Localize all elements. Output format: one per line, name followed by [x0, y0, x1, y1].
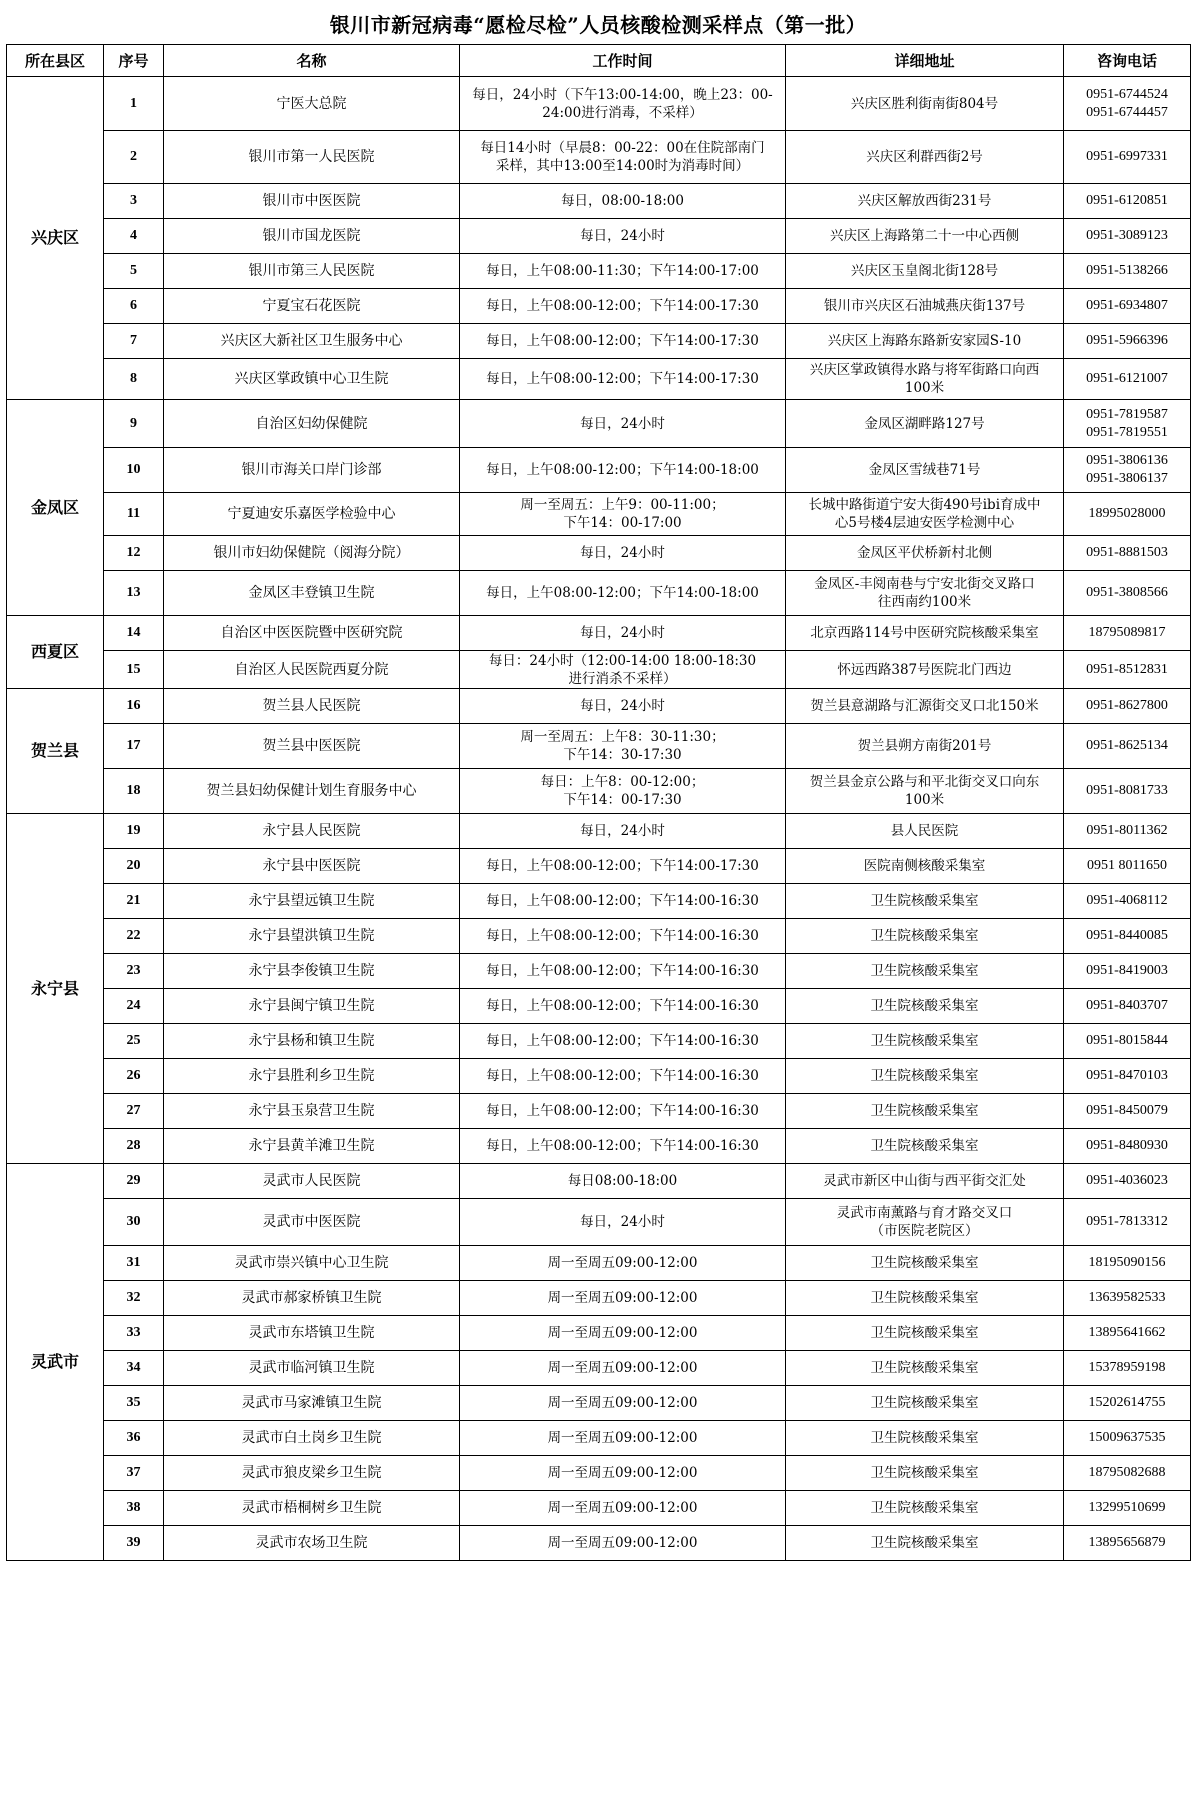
seq-cell: 38	[104, 1491, 164, 1526]
document-title: 银川市新冠病毒“愿检尽检”人员核酸检测采样点（第一批）	[329, 13, 867, 37]
county-cell: 灵武市	[7, 1164, 104, 1561]
work-time-cell: 每日：上午8：00-12:00； 下午14：00-17:30	[460, 769, 786, 814]
seq-cell: 28	[104, 1129, 164, 1164]
table-row	[7, 400, 1191, 448]
phone-cell: 18795089817	[1064, 616, 1191, 651]
table-row	[7, 1421, 1191, 1456]
seq-cell: 29	[104, 1164, 164, 1199]
address-cell: 兴庆区上海路东路新安家园S-10	[786, 324, 1064, 359]
phone-cell: 0951-8419003	[1064, 954, 1191, 989]
phone-cell: 0951-8881503	[1064, 536, 1191, 571]
address-cell: 贺兰县金京公路与和平北街交叉口向东 100米	[786, 769, 1064, 814]
seq-cell: 35	[104, 1386, 164, 1421]
header-time: 工作时间	[460, 45, 786, 77]
phone-cell: 0951-3806136 0951-3806137	[1064, 448, 1191, 493]
phone-cell: 13895641662	[1064, 1316, 1191, 1351]
site-name-cell: 灵武市马家滩镇卫生院	[164, 1386, 460, 1421]
site-name-cell: 银川市第一人民医院	[164, 131, 460, 184]
document-sheet	[6, 6, 1190, 1561]
work-time-cell: 周一至周五09:00-12:00	[460, 1386, 786, 1421]
address-cell: 卫生院核酸采集室	[786, 1491, 1064, 1526]
table-row	[7, 724, 1191, 769]
table-row	[7, 651, 1191, 689]
work-time-cell: 每日，上午08:00-12:00；下午14:00-16:30	[460, 954, 786, 989]
address-cell: 卫生院核酸采集室	[786, 1281, 1064, 1316]
seq-cell: 15	[104, 651, 164, 689]
phone-cell: 18195090156	[1064, 1246, 1191, 1281]
work-time-cell: 每日，24小时	[460, 536, 786, 571]
address-cell: 卫生院核酸采集室	[786, 1351, 1064, 1386]
work-time-cell: 周一至周五09:00-12:00	[460, 1316, 786, 1351]
work-time-cell: 每日，上午08:00-12:00；下午14:00-16:30	[460, 1059, 786, 1094]
county-cell: 永宁县	[7, 814, 104, 1164]
address-cell: 灵武市南薰路与育才路交叉口 （市医院老院区）	[786, 1199, 1064, 1246]
work-time-cell: 每日，上午08:00-11:30；下午14:00-17:00	[460, 254, 786, 289]
site-name-cell: 灵武市狼皮梁乡卫生院	[164, 1456, 460, 1491]
county-cell: 金凤区	[7, 400, 104, 616]
work-time-cell: 每日，24小时	[460, 400, 786, 448]
address-cell: 金凤区平伏桥新村北侧	[786, 536, 1064, 571]
phone-cell: 15202614755	[1064, 1386, 1191, 1421]
site-name-cell: 永宁县玉泉营卫生院	[164, 1094, 460, 1129]
work-time-cell: 周一至周五09:00-12:00	[460, 1491, 786, 1526]
county-cell: 西夏区	[7, 616, 104, 689]
work-time-cell: 每日，上午08:00-12:00；下午14:00-16:30	[460, 884, 786, 919]
site-name-cell: 灵武市梧桐树乡卫生院	[164, 1491, 460, 1526]
address-cell: 兴庆区玉皇阁北街128号	[786, 254, 1064, 289]
address-cell: 卫生院核酸采集室	[786, 1059, 1064, 1094]
work-time-cell: 每日，上午08:00-12:00；下午14:00-16:30	[460, 989, 786, 1024]
table-row	[7, 131, 1191, 184]
seq-cell: 17	[104, 724, 164, 769]
address-cell: 金凤区湖畔路127号	[786, 400, 1064, 448]
site-name-cell: 自治区人民医院西夏分院	[164, 651, 460, 689]
site-name-cell: 金凤区丰登镇卫生院	[164, 571, 460, 616]
phone-cell: 15009637535	[1064, 1421, 1191, 1456]
seq-cell: 1	[104, 77, 164, 131]
table-row	[7, 1351, 1191, 1386]
address-cell: 怀远西路387号医院北门西边	[786, 651, 1064, 689]
address-cell: 贺兰县意湖路与汇源街交叉口北150米	[786, 689, 1064, 724]
site-name-cell: 兴庆区大新社区卫生服务中心	[164, 324, 460, 359]
site-name-cell: 宁夏迪安乐嘉医学检验中心	[164, 493, 460, 536]
work-time-cell: 周一至周五09:00-12:00	[460, 1246, 786, 1281]
work-time-cell: 每日，上午08:00-12:00；下午14:00-16:30	[460, 1094, 786, 1129]
work-time-cell: 每日，上午08:00-12:00；下午14:00-18:00	[460, 448, 786, 493]
address-cell: 医院南侧核酸采集室	[786, 849, 1064, 884]
county-cell: 贺兰县	[7, 689, 104, 814]
address-cell: 卫生院核酸采集室	[786, 1129, 1064, 1164]
address-cell: 贺兰县朔方南街201号	[786, 724, 1064, 769]
work-time-cell: 每日14小时（早晨8：00-22：00在住院部南门 采样，其中13:00至14:00时为消毒时间）	[460, 131, 786, 184]
address-cell: 北京西路114号中医研究院核酸采集室	[786, 616, 1064, 651]
seq-cell: 13	[104, 571, 164, 616]
header-address: 详细地址	[786, 45, 1064, 77]
work-time-cell: 每日，24小时（下午13:00-14:00，晚上23：00- 24:00进行消毒，不采样）	[460, 77, 786, 131]
phone-cell: 0951-8440085	[1064, 919, 1191, 954]
site-name-cell: 永宁县闽宁镇卫生院	[164, 989, 460, 1024]
work-time-cell: 每日，上午08:00-12:00；下午14:00-16:30	[460, 1129, 786, 1164]
address-cell: 卫生院核酸采集室	[786, 1246, 1064, 1281]
phone-cell: 13639582533	[1064, 1281, 1191, 1316]
seq-cell: 14	[104, 616, 164, 651]
seq-cell: 12	[104, 536, 164, 571]
address-cell: 卫生院核酸采集室	[786, 1316, 1064, 1351]
address-cell: 卫生院核酸采集室	[786, 884, 1064, 919]
site-name-cell: 永宁县杨和镇卫生院	[164, 1024, 460, 1059]
site-name-cell: 自治区中医医院暨中医研究院	[164, 616, 460, 651]
phone-cell: 0951-8512831	[1064, 651, 1191, 689]
phone-cell: 0951-6120851	[1064, 184, 1191, 219]
table-row	[7, 1526, 1191, 1561]
work-time-cell: 周一至周五：上午9：00-11:00； 下午14：00-17:00	[460, 493, 786, 536]
seq-cell: 34	[104, 1351, 164, 1386]
work-time-cell: 每日，24小时	[460, 1199, 786, 1246]
table-row	[7, 989, 1191, 1024]
table-body	[7, 77, 1191, 1561]
table-row	[7, 1024, 1191, 1059]
site-name-cell: 宁夏宝石花医院	[164, 289, 460, 324]
seq-cell: 7	[104, 324, 164, 359]
site-name-cell: 银川市第三人民医院	[164, 254, 460, 289]
site-name-cell: 永宁县胜利乡卫生院	[164, 1059, 460, 1094]
phone-cell: 0951-8011362	[1064, 814, 1191, 849]
site-name-cell: 兴庆区掌政镇中心卫生院	[164, 359, 460, 400]
seq-cell: 2	[104, 131, 164, 184]
table-row	[7, 448, 1191, 493]
seq-cell: 10	[104, 448, 164, 493]
table-row	[7, 849, 1191, 884]
phone-cell: 0951-8625134	[1064, 724, 1191, 769]
seq-cell: 3	[104, 184, 164, 219]
table-row	[7, 1456, 1191, 1491]
site-name-cell: 永宁县望洪镇卫生院	[164, 919, 460, 954]
work-time-cell: 每日，上午08:00-12:00；下午14:00-17:30	[460, 289, 786, 324]
phone-cell: 0951-8015844	[1064, 1024, 1191, 1059]
site-name-cell: 永宁县黄羊滩卫生院	[164, 1129, 460, 1164]
phone-cell: 0951-4068112	[1064, 884, 1191, 919]
seq-cell: 26	[104, 1059, 164, 1094]
phone-cell: 13895656879	[1064, 1526, 1191, 1561]
work-time-cell: 每日，08:00-18:00	[460, 184, 786, 219]
phone-cell: 0951-7813312	[1064, 1199, 1191, 1246]
seq-cell: 22	[104, 919, 164, 954]
seq-cell: 8	[104, 359, 164, 400]
table-row	[7, 1164, 1191, 1199]
site-name-cell: 灵武市郝家桥镇卫生院	[164, 1281, 460, 1316]
work-time-cell: 每日，24小时	[460, 616, 786, 651]
table-row	[7, 769, 1191, 814]
work-time-cell: 每日：24小时（12:00-14:00 18:00-18:30 进行消杀不采样）	[460, 651, 786, 689]
table-row	[7, 536, 1191, 571]
work-time-cell: 每日，上午08:00-12:00；下午14:00-17:30	[460, 359, 786, 400]
seq-cell: 32	[104, 1281, 164, 1316]
seq-cell: 37	[104, 1456, 164, 1491]
phone-cell: 0951-8627800	[1064, 689, 1191, 724]
address-cell: 卫生院核酸采集室	[786, 1094, 1064, 1129]
table-row	[7, 1059, 1191, 1094]
county-cell: 兴庆区	[7, 77, 104, 400]
address-cell: 灵武市新区中山街与西平街交汇处	[786, 1164, 1064, 1199]
address-cell: 卫生院核酸采集室	[786, 1421, 1064, 1456]
table-row	[7, 616, 1191, 651]
phone-cell: 13299510699	[1064, 1491, 1191, 1526]
site-name-cell: 永宁县中医医院	[164, 849, 460, 884]
address-cell: 长城中路街道宁安大街490号ibi育成中 心5号楼4层迪安医学检测中心	[786, 493, 1064, 536]
seq-cell: 5	[104, 254, 164, 289]
seq-cell: 4	[104, 219, 164, 254]
table-row	[7, 77, 1191, 131]
seq-cell: 16	[104, 689, 164, 724]
seq-cell: 39	[104, 1526, 164, 1561]
address-cell: 卫生院核酸采集室	[786, 954, 1064, 989]
address-cell: 卫生院核酸采集室	[786, 1456, 1064, 1491]
work-time-cell: 每日，上午08:00-12:00；下午14:00-17:30	[460, 849, 786, 884]
seq-cell: 19	[104, 814, 164, 849]
site-name-cell: 贺兰县妇幼保健计划生育服务中心	[164, 769, 460, 814]
address-cell: 卫生院核酸采集室	[786, 1024, 1064, 1059]
address-cell: 银川市兴庆区石油城燕庆街137号	[786, 289, 1064, 324]
address-cell: 卫生院核酸采集室	[786, 1526, 1064, 1561]
work-time-cell: 每日，上午08:00-12:00；下午14:00-16:30	[460, 1024, 786, 1059]
site-name-cell: 银川市妇幼保健院（阅海分院）	[164, 536, 460, 571]
site-name-cell: 永宁县望远镇卫生院	[164, 884, 460, 919]
table-row	[7, 493, 1191, 536]
site-name-cell: 灵武市农场卫生院	[164, 1526, 460, 1561]
work-time-cell: 周一至周五09:00-12:00	[460, 1456, 786, 1491]
work-time-cell: 每日，24小时	[460, 219, 786, 254]
table-row	[7, 254, 1191, 289]
address-cell: 卫生院核酸采集室	[786, 989, 1064, 1024]
address-cell: 金凤区雪绒巷71号	[786, 448, 1064, 493]
work-time-cell: 周一至周五09:00-12:00	[460, 1281, 786, 1316]
site-name-cell: 灵武市白土岗乡卫生院	[164, 1421, 460, 1456]
table-row	[7, 689, 1191, 724]
address-cell: 兴庆区利群西街2号	[786, 131, 1064, 184]
phone-cell: 0951-8081733	[1064, 769, 1191, 814]
seq-cell: 18	[104, 769, 164, 814]
seq-cell: 9	[104, 400, 164, 448]
site-name-cell: 贺兰县中医医院	[164, 724, 460, 769]
table-row	[7, 324, 1191, 359]
table-row	[7, 571, 1191, 616]
site-name-cell: 灵武市崇兴镇中心卫生院	[164, 1246, 460, 1281]
work-time-cell: 每日08:00-18:00	[460, 1164, 786, 1199]
header-seq: 序号	[104, 45, 164, 77]
table-row	[7, 1094, 1191, 1129]
table-row	[7, 954, 1191, 989]
phone-cell: 0951-8403707	[1064, 989, 1191, 1024]
seq-cell: 24	[104, 989, 164, 1024]
address-cell: 兴庆区掌政镇得水路与将军街路口向西 100米	[786, 359, 1064, 400]
seq-cell: 36	[104, 1421, 164, 1456]
address-cell: 卫生院核酸采集室	[786, 919, 1064, 954]
phone-cell: 0951-6997331	[1064, 131, 1191, 184]
address-cell: 县人民医院	[786, 814, 1064, 849]
seq-cell: 20	[104, 849, 164, 884]
table-row	[7, 884, 1191, 919]
table-row	[7, 1199, 1191, 1246]
header-name: 名称	[164, 45, 460, 77]
address-cell: 兴庆区胜利街南街804号	[786, 77, 1064, 131]
address-cell: 金凤区-丰阅南巷与宁安北街交叉路口 往西南约100米	[786, 571, 1064, 616]
phone-cell: 18995028000	[1064, 493, 1191, 536]
work-time-cell: 每日，上午08:00-12:00；下午14:00-17:30	[460, 324, 786, 359]
table-row	[7, 1129, 1191, 1164]
site-name-cell: 永宁县李俊镇卫生院	[164, 954, 460, 989]
phone-cell: 0951-6121007	[1064, 359, 1191, 400]
address-cell: 兴庆区解放西街231号	[786, 184, 1064, 219]
header-county: 所在县区	[7, 45, 104, 77]
site-name-cell: 银川市海关口岸门诊部	[164, 448, 460, 493]
work-time-cell: 周一至周五：上午8：30-11:30； 下午14：30-17:30	[460, 724, 786, 769]
work-time-cell: 周一至周五09:00-12:00	[460, 1421, 786, 1456]
address-cell: 兴庆区上海路第二十一中心西侧	[786, 219, 1064, 254]
phone-cell: 0951 8011650	[1064, 849, 1191, 884]
site-name-cell: 灵武市临河镇卫生院	[164, 1351, 460, 1386]
phone-cell: 0951-5138266	[1064, 254, 1191, 289]
table-row	[7, 359, 1191, 400]
header-phone: 咨询电话	[1064, 45, 1191, 77]
table-row	[7, 289, 1191, 324]
seq-cell: 23	[104, 954, 164, 989]
seq-cell: 11	[104, 493, 164, 536]
site-name-cell: 贺兰县人民医院	[164, 689, 460, 724]
seq-cell: 33	[104, 1316, 164, 1351]
site-name-cell: 银川市国龙医院	[164, 219, 460, 254]
phone-cell: 0951-7819587 0951-7819551	[1064, 400, 1191, 448]
site-name-cell: 灵武市东塔镇卫生院	[164, 1316, 460, 1351]
work-time-cell: 每日，上午08:00-12:00；下午14:00-18:00	[460, 571, 786, 616]
phone-cell: 0951-8470103	[1064, 1059, 1191, 1094]
seq-cell: 6	[104, 289, 164, 324]
table-row	[7, 1491, 1191, 1526]
sampling-site-table	[6, 44, 1191, 1561]
table-row	[7, 814, 1191, 849]
phone-cell: 0951-3089123	[1064, 219, 1191, 254]
phone-cell: 0951-5966396	[1064, 324, 1191, 359]
site-name-cell: 银川市中医医院	[164, 184, 460, 219]
table-row	[7, 1281, 1191, 1316]
phone-cell: 0951-8450079	[1064, 1094, 1191, 1129]
phone-cell: 15378959198	[1064, 1351, 1191, 1386]
seq-cell: 31	[104, 1246, 164, 1281]
site-name-cell: 灵武市中医医院	[164, 1199, 460, 1246]
site-name-cell: 宁医大总院	[164, 77, 460, 131]
seq-cell: 27	[104, 1094, 164, 1129]
work-time-cell: 周一至周五09:00-12:00	[460, 1526, 786, 1561]
table-row	[7, 219, 1191, 254]
work-time-cell: 周一至周五09:00-12:00	[460, 1351, 786, 1386]
seq-cell: 21	[104, 884, 164, 919]
phone-cell: 18795082688	[1064, 1456, 1191, 1491]
phone-cell: 0951-3808566	[1064, 571, 1191, 616]
work-time-cell: 每日，24小时	[460, 689, 786, 724]
table-row	[7, 184, 1191, 219]
table-row	[7, 1316, 1191, 1351]
seq-cell: 30	[104, 1199, 164, 1246]
site-name-cell: 自治区妇幼保健院	[164, 400, 460, 448]
site-name-cell: 灵武市人民医院	[164, 1164, 460, 1199]
address-cell: 卫生院核酸采集室	[786, 1386, 1064, 1421]
phone-cell: 0951-8480930	[1064, 1129, 1191, 1164]
work-time-cell: 每日，上午08:00-12:00；下午14:00-16:30	[460, 919, 786, 954]
table-row	[7, 1386, 1191, 1421]
table-row	[7, 919, 1191, 954]
table-row	[7, 1246, 1191, 1281]
table-header-row	[7, 45, 1191, 77]
work-time-cell: 每日，24小时	[460, 814, 786, 849]
phone-cell: 0951-4036023	[1064, 1164, 1191, 1199]
phone-cell: 0951-6934807	[1064, 289, 1191, 324]
phone-cell: 0951-6744524 0951-6744457	[1064, 77, 1191, 131]
site-name-cell: 永宁县人民医院	[164, 814, 460, 849]
seq-cell: 25	[104, 1024, 164, 1059]
